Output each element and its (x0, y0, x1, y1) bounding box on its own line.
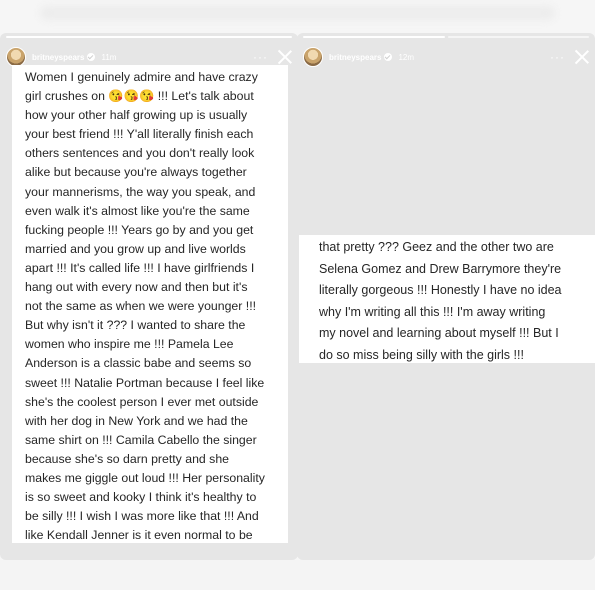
story-text-box (12, 65, 288, 543)
story-text: that pretty ??? Geez and the other two are Selena Gomez and Drew Barrymore they're literally gorgeous !!! Honestly I have no idea why I'm writing all this !!! I'm away writing my novel and learning about myself !!! But I do so miss being silly with the girls !!! (319, 240, 562, 362)
post-time: 12m (398, 52, 415, 62)
more-icon[interactable]: ··· (550, 50, 565, 64)
story-text: Women I genuinely admire and have crazy girl crushes on 😘😘😘 !!! Let's talk about how your other half growing up is usually your best friend !!! Y'all literally finish each others sentences and you don't really look alike but because you're always together your mannerisms, the way you speak, and even walk it's almost like you're the same fucking people !!! Years go by and you get married and you grow up and live worlds apart !!! It's called life !!! I have girlfriends I hang out with every now and then but it's not the same as when we were younger !!! But why isn't it ??? I wanted to share the women who inspire me !!! Pamela Lee Anderson is a classic babe and seems so sweet !!! Natalie Portman because I feel like she's the coolest person I ever met outside with her dog in New York and we had the same shirt on !!! Camila Cabello the singer because she's so darn pretty and she makes me giggle out loud !!! Her personality is so sweet and kooky I think it's healthy to be silly !!! I wish I was more like that !!! And like Kendall Jenner is it even normal to be (25, 70, 265, 543)
story-left[interactable] (0, 33, 298, 560)
close-icon[interactable] (573, 48, 591, 66)
story-header (303, 44, 591, 70)
story-right[interactable] (297, 33, 595, 560)
story-progress-bar (6, 36, 292, 38)
more-icon[interactable]: ··· (253, 50, 268, 64)
username[interactable]: britneyspears (32, 52, 85, 62)
story-text-box (299, 235, 595, 363)
verified-badge-icon (87, 53, 95, 61)
close-icon[interactable] (276, 48, 294, 66)
blurred-background-top (40, 6, 555, 20)
story-progress-bar (303, 36, 589, 38)
post-time: 11m (101, 52, 117, 62)
verified-badge-icon (384, 53, 392, 61)
username[interactable]: britneyspears (329, 52, 382, 62)
blurred-background-bottom (0, 560, 595, 590)
avatar[interactable] (6, 47, 26, 67)
avatar[interactable] (303, 47, 323, 67)
